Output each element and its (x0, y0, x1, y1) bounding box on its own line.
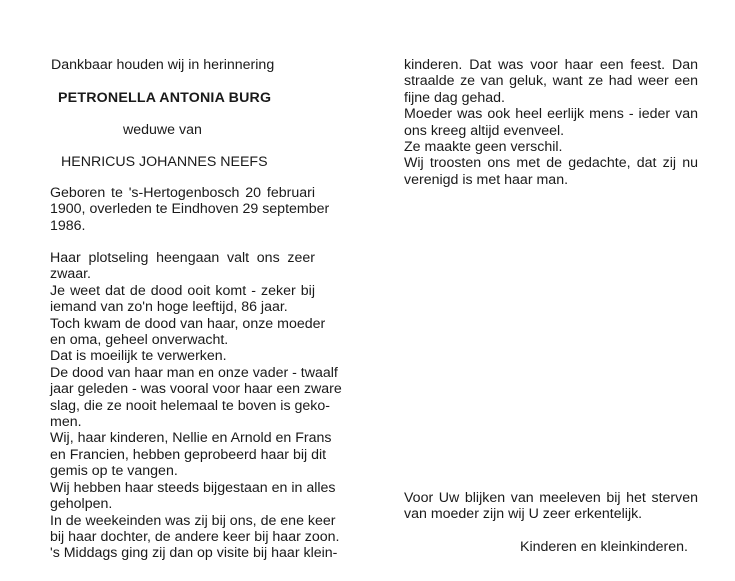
text-line: 1986. (50, 217, 86, 234)
memorial-text (50, 250, 342, 562)
text-line: 's Middags ging zij dan op visite bij haar klein- (50, 545, 338, 562)
intro-line: Dankbaar houden wij in herinnering (51, 57, 275, 73)
text-line: Geboren te 's-Hertogenbosch 20 februari (50, 185, 315, 201)
text-line: van moeder zijn wij U zeer erkentelijk. (404, 506, 643, 523)
birth-death-paragraph (50, 185, 330, 234)
text-line: Je weet dat de dood ooit komt - zeker bij (50, 282, 315, 299)
text-line: en oma, geheel onverwacht. (50, 332, 229, 349)
text-line: iemand van zo'n hoge leeftijd, 86 jaar. (50, 299, 288, 316)
text-line: Voor Uw blijken van meeleven bij het sterven (404, 490, 698, 506)
text-line: jaar geleden - was vooral voor haar een zware (50, 381, 342, 398)
text-line: De dood van haar man en onze vader - twaalf (50, 364, 338, 381)
text-line: geholpen. (50, 496, 113, 513)
text-line: gemis op te vangen. (50, 463, 178, 480)
text-line: Wij, haar kinderen, Nellie en Arnold en Frans (50, 430, 332, 447)
text-line: zwaar. (50, 266, 92, 283)
text-line: straalde ze van geluk, want ze had weer een (404, 73, 698, 90)
text-line: Wij hebben haar steeds bijgestaan en in alles (50, 479, 336, 496)
text-line: kinderen. Dat was voor haar een feest. Dan (404, 57, 698, 73)
text-line: men. (50, 414, 82, 431)
text-line: Moeder was ook heel eerlijk mens - ieder van (404, 106, 698, 123)
text-line: slag, die ze nooit helemaal te boven is geko- (50, 397, 330, 414)
relation-line: weduwe van (123, 122, 202, 138)
memorial-text-continued (404, 57, 698, 188)
deceased-name: PETRONELLA ANTONIA BURG (58, 90, 272, 106)
text-line: In de weekeinden was zij bij ons, de ene keer (50, 512, 336, 529)
text-line: bij haar dochter, de andere keer bij haar zoon. (50, 528, 340, 545)
text-line: ons kreeg altijd evenveel. (404, 122, 565, 139)
spouse-name: HENRICUS JOHANNES NEEFS (61, 154, 268, 170)
text-line: Haar plotseling heengaan valt ons zeer (50, 250, 315, 266)
text-line: Ze maakte geen verschil. (404, 139, 563, 156)
acknowledgement (404, 490, 698, 523)
text-line: fijne dag gehad. (404, 89, 505, 106)
signature: Kinderen en kleinkinderen. (520, 539, 688, 555)
text-line: en Francien, hebben geprobeerd haar bij dit (50, 446, 327, 463)
text-line: verenigd is met haar man. (404, 171, 569, 188)
text-line: Wij troosten ons met de gedachte, dat zij nu (404, 155, 698, 172)
text-line: Dat is moeilijk te verwerken. (50, 348, 227, 365)
text-line: Toch kwam de dood van haar, onze moeder (50, 315, 326, 332)
text-line: 1900, overleden te Eindhoven 29 september (50, 201, 330, 218)
